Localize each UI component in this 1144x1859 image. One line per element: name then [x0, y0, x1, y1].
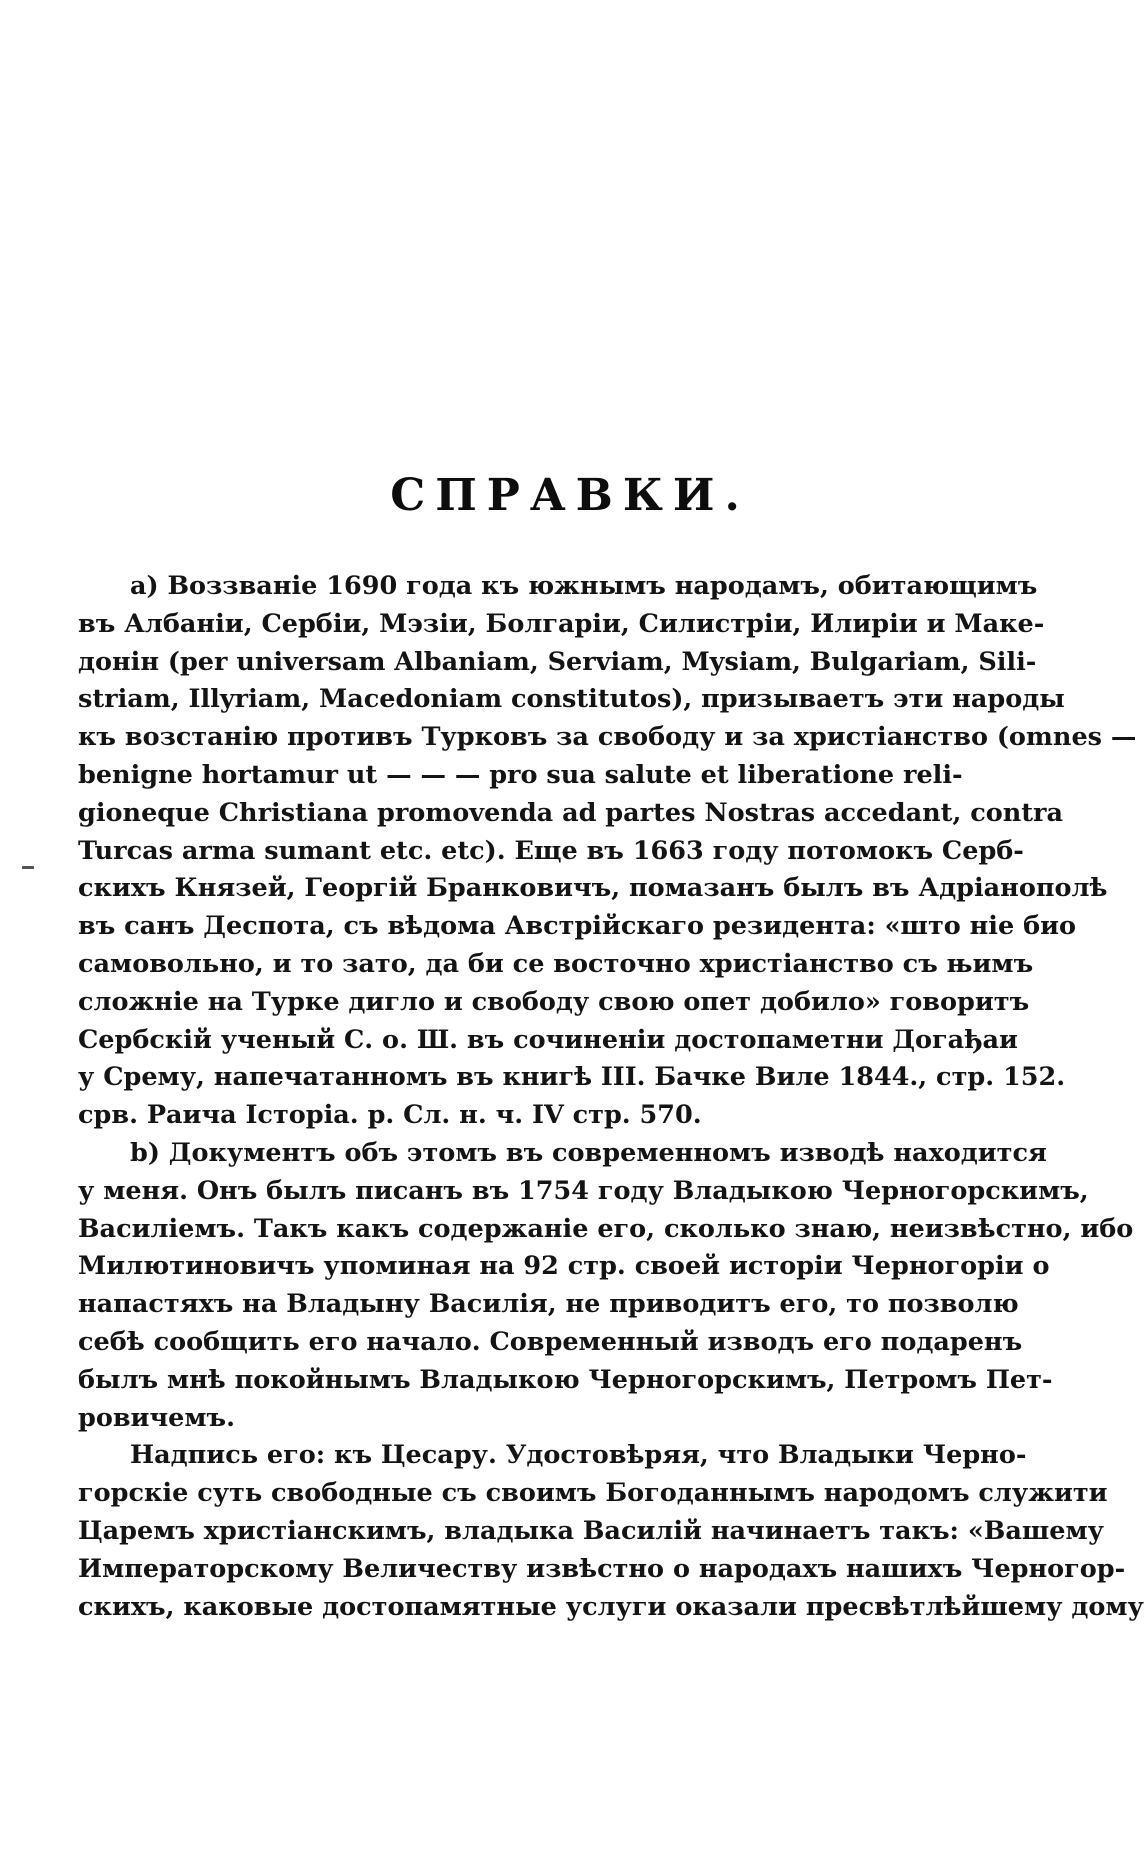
text-line: самовольно, и то зато, да би се восточно христіанство съ њимъ: [78, 948, 1034, 979]
text-line: скихъ, каковые достопамятные услуги оказали пресвѣтлѣйшему дому: [78, 1591, 1144, 1622]
text-line: Царемъ христіанскимъ, владыка Василій начинаетъ такъ: «Вашему: [78, 1515, 1104, 1546]
section-heading: СПРАВКИ.: [390, 470, 750, 521]
text-line: напастяхъ на Владыну Василія, не приводитъ его, то позволю: [78, 1289, 1019, 1320]
text-line: benigne hortamur ut — — — pro sua salute et liberatione reli-: [78, 759, 963, 790]
text-line: b) Документъ объ этомъ въ современномъ изводѣ находится: [130, 1137, 1047, 1168]
text-line: striam, Illyriam, Macedoniam constitutos), призываетъ эти народы: [78, 684, 1065, 715]
text-line: къ возстанію противъ Турковъ за свободу и за христіанство (omnes —: [78, 722, 1137, 753]
text-line: донін (per universam Albaniam, Serviam, Mysiam, Bulgariam, Sili-: [78, 646, 1037, 677]
text-line: себѣ сообщить его начало. Современный изводъ его подаренъ: [78, 1326, 1023, 1357]
text-line: Надпись его: къ Цесару. Удостовѣряя, что Владыки Черно-: [130, 1440, 1027, 1471]
text-line: Василіемъ. Такъ какъ содержаніе его, сколько знаю, неизвѣстно, ибо: [78, 1213, 1134, 1244]
text-line: въ санъ Деспота, съ вѣдома Австрійскаго резидента: «што ніе био: [78, 911, 1077, 942]
text-line: у меня. Онъ былъ писанъ въ 1754 году Владыкою Черногорскимъ,: [78, 1175, 1089, 1206]
text-line: былъ мнѣ покойнымъ Владыкою Черногорскимъ, Петромъ Пет-: [78, 1364, 1053, 1395]
text-line: Императорскому Величеству извѣстно о народахъ нашихъ Черногор-: [78, 1553, 1126, 1584]
text-line: скихъ Князей, Георгій Бранковичъ, помазанъ былъ въ Адріанополѣ: [78, 873, 1108, 904]
text-line: у Срему, напечатанномъ въ книгѣ III. Бачке Виле 1844., стр. 152.: [78, 1062, 1066, 1093]
text-line: срв. Раича Історіа. р. Сл. н. ч. IV стр. 570.: [78, 1100, 702, 1131]
scan-artifact: [870, 0, 890, 6]
margin-mark: [22, 866, 34, 869]
text-line: сложніе на Турке дигло и свободу свою опет добило» говоритъ: [78, 986, 1030, 1017]
body-text: [78, 568, 1144, 1626]
text-line: а) Воззваніе 1690 года къ южнымъ народамъ, обитающимъ: [130, 571, 1038, 601]
text-line: gioneque Christiana promovenda ad partes Nostras accedant, contra: [78, 797, 1064, 828]
text-line: горскіе суть свободные съ своимъ Богоданнымъ народомъ служити: [78, 1478, 1108, 1509]
text-line: ровичемъ.: [78, 1402, 235, 1433]
text-line: Сербскій ученый С. о. Ш. въ сочиненіи достопаметни Догађаи: [78, 1024, 1018, 1055]
text-line: Милютиновичъ упоминая на 92 стр. своей исторіи Черногоріи о: [78, 1251, 1050, 1282]
text-line: Turcas arma sumant etc. etc). Еще въ 1663 году потомокъ Серб-: [78, 835, 1024, 866]
text-line: въ Албаніи, Сербіи, Мэзіи, Болгаріи, Силистріи, Илиріи и Маке-: [78, 608, 1045, 639]
